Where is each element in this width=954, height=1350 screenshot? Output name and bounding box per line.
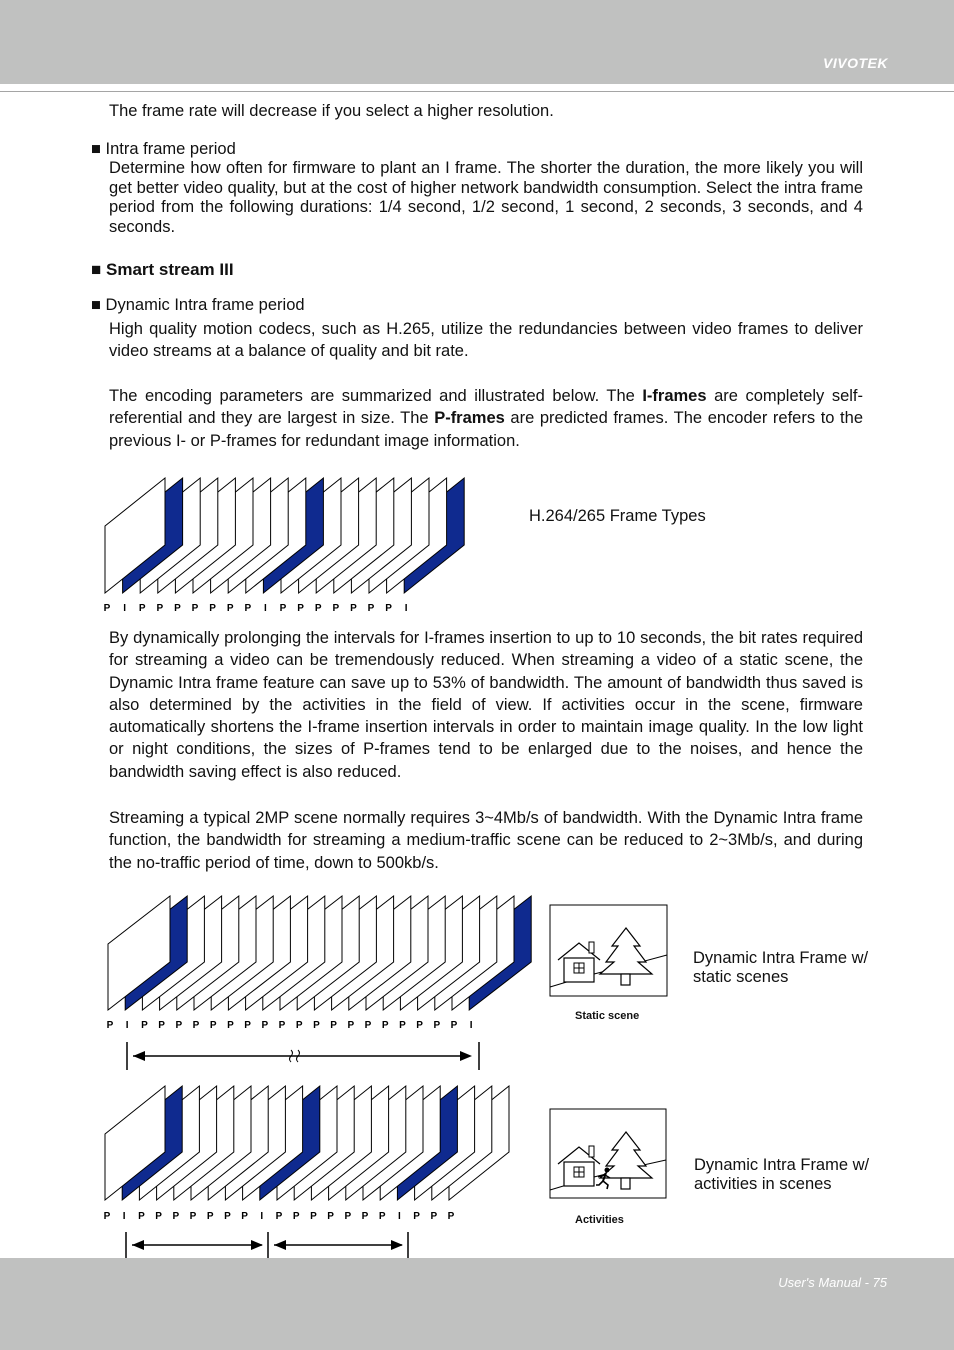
activity-label-16: P [378, 1211, 386, 1222]
types-label-2: P [138, 603, 146, 614]
static-label-1: I [125, 1020, 129, 1031]
smart-stream-heading: ■ Smart stream III [91, 260, 234, 279]
static-label-8: P [244, 1020, 251, 1031]
streaming-paragraph: Streaming a typical 2MP scene normally requires 3~4Mb/s of bandwidth. With the Dynamic Intra frame function, the bandwidth for streaming a medium-traffic scene can be reduced to 2~3Mb/s, and during the no-traffic period of time, down to 500kb/s. [109, 809, 863, 872]
static-label-3: P [158, 1020, 165, 1031]
activity-label-9: I [260, 1211, 264, 1222]
activity-label-8: P [241, 1211, 248, 1222]
activities-interval-arrows [126, 1232, 408, 1260]
dynamic-intra-body: High quality motion codecs, such as H.265, utilize the redundancies between video frames to deliver video streams at a balance of quality and bit rate. [109, 320, 863, 361]
activity-label-14: P [344, 1211, 352, 1222]
activity-label-6: P [206, 1211, 214, 1222]
activity-label-13: P [327, 1211, 334, 1222]
prolong-paragraph: By dynamically prolonging the intervals for I-frames insertion to up to 10 seconds, the bit rates required for streaming a video can be tremendously reduced. When streaming a video of a static scene, the Dynamic Intra frame feature can save up to 53% of bandwidth. The amount of bandwidth thus saved is also determined by the activities in the field of view. If activities occur in the scene, firmware automatically shortens the I-frame insertion intervals in order to maintain image quality. In the low light or night conditions, the sizes of P-frames tend to be enlarged due to the noises, and hence the bandwidth saving effect is also reduced. [109, 629, 863, 781]
activity-label-0: P [103, 1211, 111, 1222]
static-label-6: P [209, 1020, 217, 1031]
activity-label-10: P [275, 1211, 283, 1222]
static-label-17: P [399, 1020, 406, 1031]
static-label-20: P [450, 1020, 458, 1031]
types-label-7: P [226, 603, 234, 614]
static-label-16: P [381, 1020, 389, 1031]
types-label-12: P [314, 603, 322, 614]
types-label-4: P [174, 603, 181, 614]
encoding-text-1: The encoding parameters are summarized and illustrated below. The [109, 387, 643, 405]
types-label-14: P [350, 603, 357, 614]
types-label-0: P [103, 603, 111, 614]
static-label-19: P [433, 1020, 441, 1031]
dynamic-intra-heading: ■ Dynamic Intra frame period [91, 296, 305, 314]
activity-label-15: P [361, 1211, 369, 1222]
static-label-15: P [364, 1020, 372, 1031]
static-scene-caption: Static scene [575, 1010, 640, 1022]
intra-frame-period-heading: ■ Intra frame period [91, 140, 236, 158]
brand-logo: VIVOTEK [823, 55, 888, 71]
types-label-1: I [123, 603, 126, 614]
frame-types-title: H.264/265 Frame Types [529, 506, 706, 525]
iframes-term: I-frames [642, 387, 707, 405]
activity-label-5: P [189, 1211, 197, 1222]
static-label-21: I [469, 1020, 473, 1031]
activities-title: Dynamic Intra Frame w/ activities in scenes [694, 1155, 870, 1193]
types-label-3: P [156, 603, 164, 614]
pframes-term: P-frames [434, 409, 505, 428]
static-label-10: P [278, 1020, 286, 1031]
static-label-12: P [313, 1020, 320, 1031]
types-label-9: I [264, 603, 267, 614]
types-label-10: P [279, 603, 287, 614]
static-scene-image [550, 905, 667, 996]
static-diagram [107, 896, 532, 1031]
types-label-6: P [209, 603, 216, 614]
activity-label-7: P [224, 1211, 231, 1222]
static-label-13: P [330, 1020, 337, 1031]
footer-bar [0, 1258, 954, 1350]
activity-label-18: P [413, 1211, 420, 1222]
activities-diagram [104, 1086, 509, 1222]
resolution-note: The frame rate will decrease if you select a higher resolution. [109, 102, 554, 120]
static-title: Dynamic Intra Frame w/ static scenes [693, 948, 869, 986]
encoding-text-3: are predicted frames. The encoder refers to the previous I- or P-frames for redundant image information. [109, 409, 863, 450]
static-label-11: P [295, 1020, 303, 1031]
types-label-5: P [191, 603, 199, 614]
activity-label-1: I [122, 1211, 126, 1222]
static-label-0: P [106, 1020, 114, 1031]
encoding-text-2: are completely self-referential and they are largest in size. The [109, 387, 864, 428]
types-label-16: P [385, 603, 392, 614]
activity-label-19: P [430, 1211, 438, 1222]
static-label-7: P [227, 1020, 234, 1031]
types-label-17: I [404, 603, 408, 614]
activities-caption: Activities [575, 1214, 624, 1226]
static-label-18: P [416, 1020, 423, 1031]
page-number: User's Manual - 75 [778, 1275, 887, 1290]
types-label-11: P [297, 603, 304, 614]
static-label-2: P [141, 1020, 148, 1031]
static-interval-arrow [127, 1042, 479, 1070]
activities-scene-image [550, 1109, 666, 1198]
types-label-13: P [332, 603, 340, 614]
types-label-15: P [367, 603, 375, 614]
static-label-5: P [192, 1020, 200, 1031]
activity-label-2: P [138, 1211, 145, 1222]
static-label-14: P [347, 1020, 355, 1031]
activity-label-12: P [310, 1211, 317, 1222]
activity-label-11: P [292, 1211, 300, 1222]
activity-label-3: P [155, 1211, 162, 1222]
static-label-9: P [261, 1020, 269, 1031]
activity-label-17: I [398, 1211, 401, 1222]
frame-types-diagram [104, 478, 465, 614]
activity-label-20: P [447, 1211, 455, 1222]
types-label-8: P [244, 603, 252, 614]
activity-label-4: P [172, 1211, 180, 1222]
intra-frame-period-body: Determine how often for firmware to plant an I frame. The shorter the duration, the more likely you will get better video quality, but at the cost of higher network bandwidth consumption. Select the intra frame period from the following durations: 1/4 second, 1/2 second, 1 second, 2 seconds, 3 seconds, and 4 seconds. [109, 159, 863, 236]
static-label-4: P [175, 1020, 183, 1031]
